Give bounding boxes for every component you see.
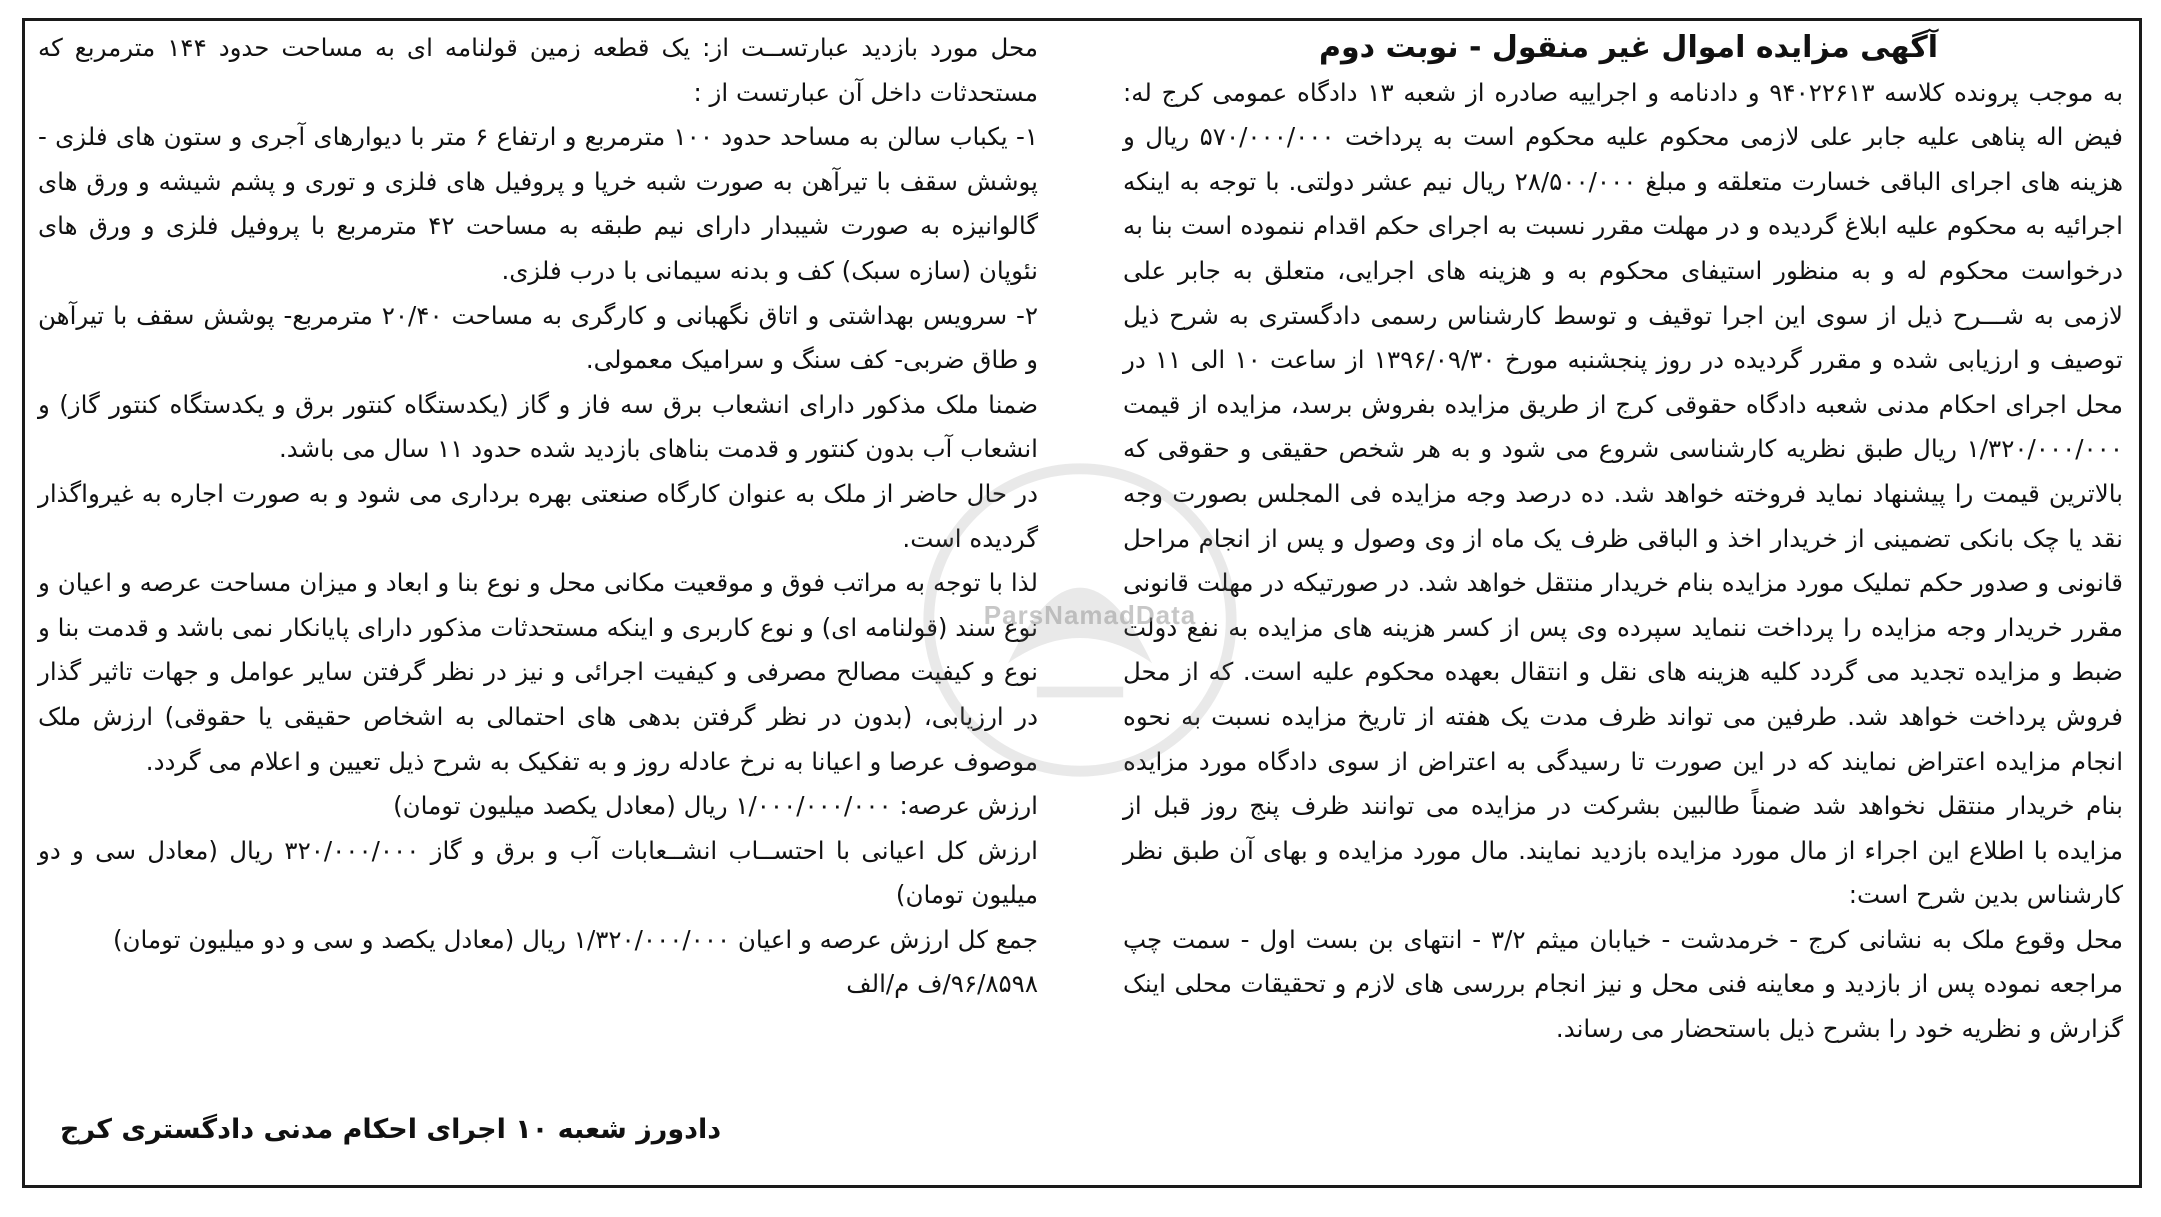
watermark-text: ParsNamadData (983, 600, 1197, 630)
reference-code: ۹۶/۸۵۹۸/ف م/الف (846, 969, 1038, 999)
notice-title: آگهی مزایده اموال غیر منقول - نوبت دوم (1318, 30, 1938, 65)
right-column (1123, 26, 2123, 1052)
property-item: ۱- یکباب سالن به مساحد حدود ۱۰۰ مترمربع و ارتفاع ۶ متر با دیوارهای آجری و ستون های فلزی - پوشش سقف با تیرآهن به صورت شبه خرپا و پروفیل های فلزی و توری و پشم شیشه و ورق های گالوانیزه به صورت شیبدار دارای نیم طبقه به مساحت ۴۲ مترمربع با پروفیل فلزی و ورق های نئوپان (سازه سبک) کف و بدنه سیمانی با درب فلزی. (38, 122, 1038, 285)
building-value: ارزش کل اعیانی با احتســاب انشــعابات آب و برق و گاز ۳۲۰/۰۰۰/۰۰۰ ریال (معادل سی و دو میلیون تومان) (38, 835, 1038, 910)
total-value: جمع کل ارزش عرصه و اعیان ۱/۳۲۰/۰۰۰/۰۰۰ ریال (معادل یکصد و سی و دو میلیون تومان) (113, 924, 1038, 954)
notice-paragraph: به موجب پرونده کلاسه ۹۴۰۲۲۶۱۳ و دادنامه و اجراییه صادره از شعبه ۱۳ دادگاه عمومی کرج له: فیض اله پناهی علیه جابر علی لازمی محکوم علیه محکوم است به پرداخت ۵۷۰/۰۰۰/۰۰۰ ریال و هزینه های اجرای الباقی خسارت متعلقه و مبلغ ۲۸/۵۰۰/۰۰۰ ریال نیم عشر دولتی. با توجه به اینکه اجرائیه به محکوم علیه ابلاغ گردیده و در مهلت مقرر نسبت به اجرای حکم اقدام ننموده است بنا به درخواست محکوم له و به منظور استیفای محکوم به و هزینه های اجرایی، متعلق به جابر علی لازمی به شـــرح ذیل از سوی این اجرا توقیف و توسط کارشناس رسمی دادگستری به شرح ذیل توصیف و ارزیابی شده و مقرر گردیده در روز پنجشنبه مورخ ۱۳۹۶/۰۹/۳۰ از ساعت ۱۰ الی ۱۱ در محل اجرای احکام مدنی شعبه دادگاه حقوقی کرج از طریق مزایده بفروش برسد، مزایده از قیمت ۱/۳۲۰/۰۰۰/۰۰۰ ریال طبق نظریه کارشناسی شروع می شود و به هر شخص حقیقی و حقوقی که بالاترین قیمت را پیشنهاد نماید فروخته خواهد شد. ده درصد وجه مزایده فی المجلس بصورت وجه نقد یا چک بانکی تضمینی از خریدار اخذ و الباقی ظرف یک ماه از وی وصول و پس از انجام مراحل قانونی و صدور حکم تملیک مورد مزایده بنام خریدار منتقل خواهد شد. در صورتیکه در مهلت قانونی مقرر خریدار وجه مزایده را پرداخت ننماید سپرده وی پس از کسر هزینه های مزایده به نفع دولت ضبط و مزایده تجدید می گردد کلیه هزینه های نقل و انتقال بعهده محکوم علیه است. که از محل فروش پرداخت خواهد شد. طرفین می تواند ظرف مدت یک هفته از تاریخ مزایده نسبت به نحوه انجام مزایده اعتراض نمایند که در این صورت تا رسیدگی به اعتراض از سوی دادگاه مورد مزایده بنام خریدار منتقل نخواهد شد ضمناً طالبین بشرکت در مزایده می توانند ظرف پنج روز قبل از مزایده با اطلاع این اجراء از مال مورد مزایده بازدید نمایند. مال مورد مزایده و بهای آن طبق نظر کارشناس بدین شرح است: (1123, 77, 2124, 910)
notice-paragraph: محل وقوع ملک به نشانی کرج - خرمدشت - خیابان میثم ۳/۲ - انتهای بن بست اول - سمت چپ مراجعه نموده پس از بازدید و معاینه فنی محل و نیز انجام بررسی های لازم و تحقیقات محلی اینک گزارش و نظریه خود را بشرح ذیل باستحضار می رساند. (1123, 924, 2123, 1044)
property-description: محل مورد بازدید عبارتســت از: یک قطعه زمین قولنامه ای به مساحت حدود ۱۴۴ مترمربع که مستحدثات داخل آن عبارتست از : (38, 33, 1038, 107)
property-item: ۲- سرویس بهداشتی و اتاق نگهبانی و کارگری به مساحت ۲۰/۴۰ مترمربع- پوشش سقف با تیرآهن و طاق ضربی- کف سنگ و سرامیک معمولی. (38, 300, 1038, 375)
signature: دادورز شعبه ۱۰ اجرای احکام مدنی دادگستری کرج (60, 1114, 722, 1145)
land-value: ارزش عرصه: ۱/۰۰۰/۰۰۰/۰۰۰ ریال (معادل یکصد میلیون تومان) (393, 791, 1038, 821)
valuation-basis: لذا با توجه به مراتب فوق و موقعیت مکانی محل و نوع بنا و ابعاد و میزان مساحت عرصه و اعیان و نوع سند (قولنامه ای) و نوع کاربری و اینکه مستحدثات مذکور دارای پایانکار نمی باشد و قدمت بنا و نوع و کیفیت مصالح مصرفی و کیفیت اجرائی و نیز در نظر گرفتن سایر عوامل و جهات تاثیر گذار در ارزیابی، (بدون در نظر گرفتن بدهی های احتمالی به اشخاص حقیقی یا حقوقی) ارزش ملک موصوف عرصا و اعیانا به نرخ عادله روز و به تفکیک به شرح ذیل تعیین و اعلام می گردد. (38, 568, 1038, 776)
property-utilities: ضمنا ملک مذکور دارای انشعاب برق سه فاز و گاز (یکدستگاه کنتور برق و یکدستگاه کنتور گاز) و انشعاب آب بدون کنتور و قدمت بناهای بازدید شده حدود ۱۱ سال می باشد. (38, 389, 1038, 464)
left-column (38, 26, 1038, 1007)
property-usage: در حال حاضر از ملک به عنوان کارگاه صنعتی بهره برداری می شود و به صورت اجاره به غیرواگذار گردیده است. (38, 478, 1038, 553)
